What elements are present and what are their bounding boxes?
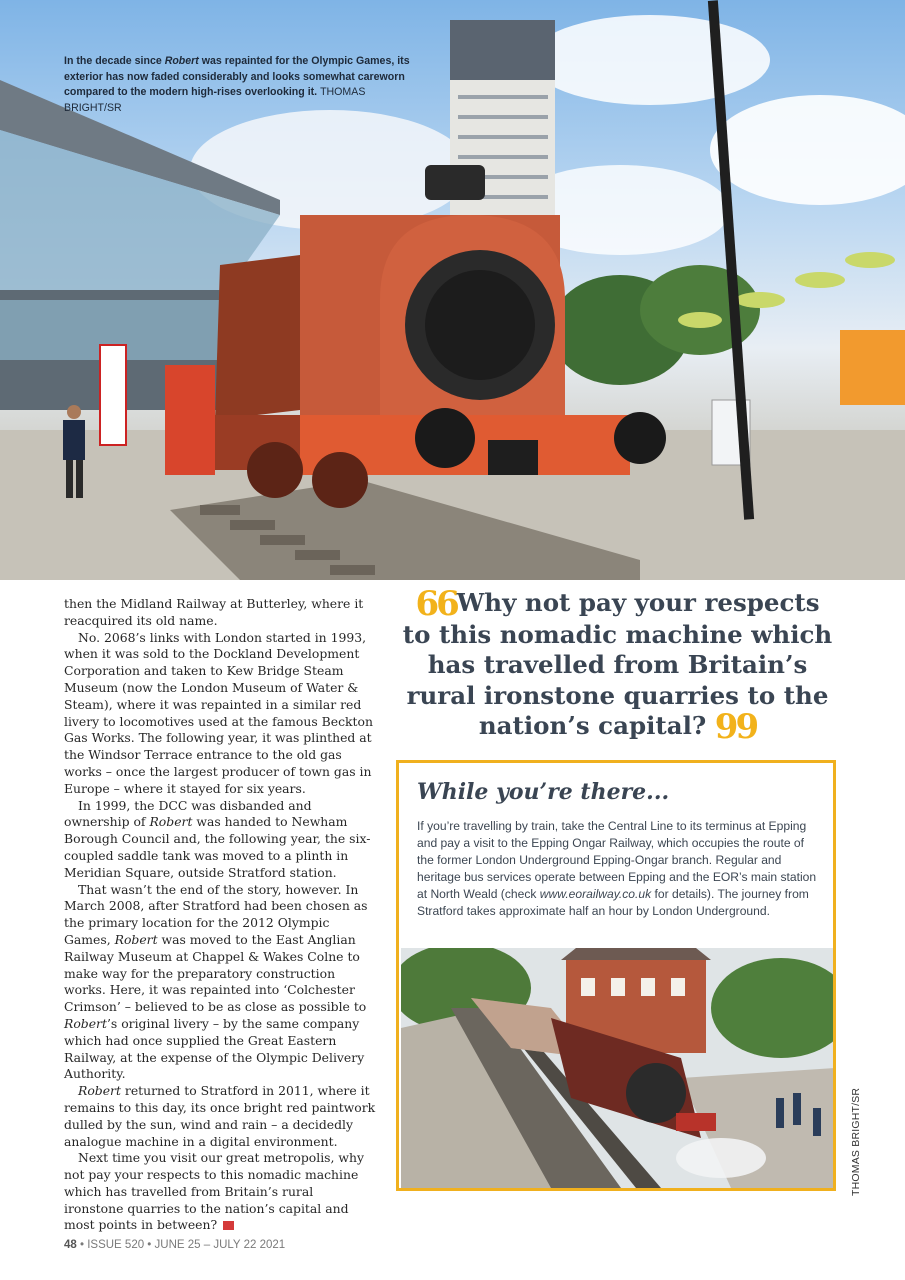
photo-credit: THOMAS BRIGHT/SR: [64, 86, 366, 114]
photo-caption: In the decade since Robert was repainted for the Olympic Games, its exterior has now faded considerably and looks somewhat careworn compared to the modern high-rises overlooking it. THOMAS BRIGHT/SR: [64, 55, 410, 114]
article-paragraph: That wasn’t the end of the story, however. In March 2008, after Stratford had been chosen as the primary location for the 2012 Olympic Games, Robert was moved to the East Anglian Railway Museum at Chappel & Wakes Colne to make way for the preparatory construction works. Here, it was repainted into ‘Colchester Crimson’ – believed to be as close as possible to Robert’s original livery – by the same company which had once supplied the Great Eastern Railway, at the expense of the Olympic Delivery Authority.: [64, 881, 368, 1082]
article-paragraph: Robert returned to Stratford in 2011, where it remains to this day, its once bright red paintwork dulled by the sun, wind and rain – a decidedly analogue machine in a digital environment.: [64, 1083, 376, 1149]
pull-quote: [400, 584, 835, 747]
article-paragraph: In 1999, the DCC was disbanded and ownership of Robert was handed to Newham Borough Council and, the following year, the six-coupled saddle tank was moved to a plinth in Meridian Square, outside Stratford station.: [64, 797, 371, 880]
hero-photo: [0, 0, 905, 580]
website-link[interactable]: www.eorailway.co.uk: [539, 887, 652, 901]
heritage-railway-illustration: [401, 948, 834, 1188]
page-number: 48: [64, 1239, 77, 1251]
page-footer: [64, 1239, 285, 1251]
issue-info: • ISSUE 520 • JUNE 25 – JULY 22 2021: [76, 1239, 286, 1251]
end-mark-icon: SR: [223, 1221, 234, 1230]
sidebar-box: [396, 760, 836, 1191]
photo-credit-vertical: THOMAS BRIGHT/SR: [850, 1087, 862, 1196]
article-body: [64, 596, 376, 1234]
sidebar-photo: [401, 948, 834, 1188]
pull-quote-text: Why not pay your respects to this nomadic machine which has travelled from Britain’s rural ironstone quarries to the nation’s capital?: [402, 588, 833, 740]
article-paragraph: No. 2068’s links with London started in 1993, when it was sold to the Dockland Development Corporation and taken to Kew Bridge Steam Museum (now the London Museum of Water & Steam), where it was repainted in a similar red livery to locomotives used at the famous Beckton Gas Works. The following year, it was plinthed at the Windsor Terrace entrance to the old gas works – once the largest producer of town gas in Europe – where it stayed for six years.: [64, 629, 373, 796]
article-paragraph: then the Midland Railway at Butterley, where it reacquired its old name.: [64, 596, 364, 628]
sidebar-title: While you’re there...: [417, 779, 670, 805]
open-quote-icon: 66: [415, 584, 457, 624]
article-paragraph: Next time you visit our great metropolis, why not pay your respects to this nomadic machine which has travelled from Britain’s rural ironstone quarries to the nation’s capital and most points in between? SR: [64, 1150, 365, 1233]
sidebar-text: If you’re travelling by train, take the Central Line to its terminus at Epping and pay a visit to the Epping Ongar Railway, which occupies the route of the former London Underground Epping-Ongar branch. Regular and heritage bus services operate between Epping and the EOR’s main station at North Weald (check www.eorailway.co.uk for details). The journey from Stratford takes approximate half an hour by London Underground.: [417, 819, 817, 918]
close-quote-icon: 99: [714, 707, 757, 747]
